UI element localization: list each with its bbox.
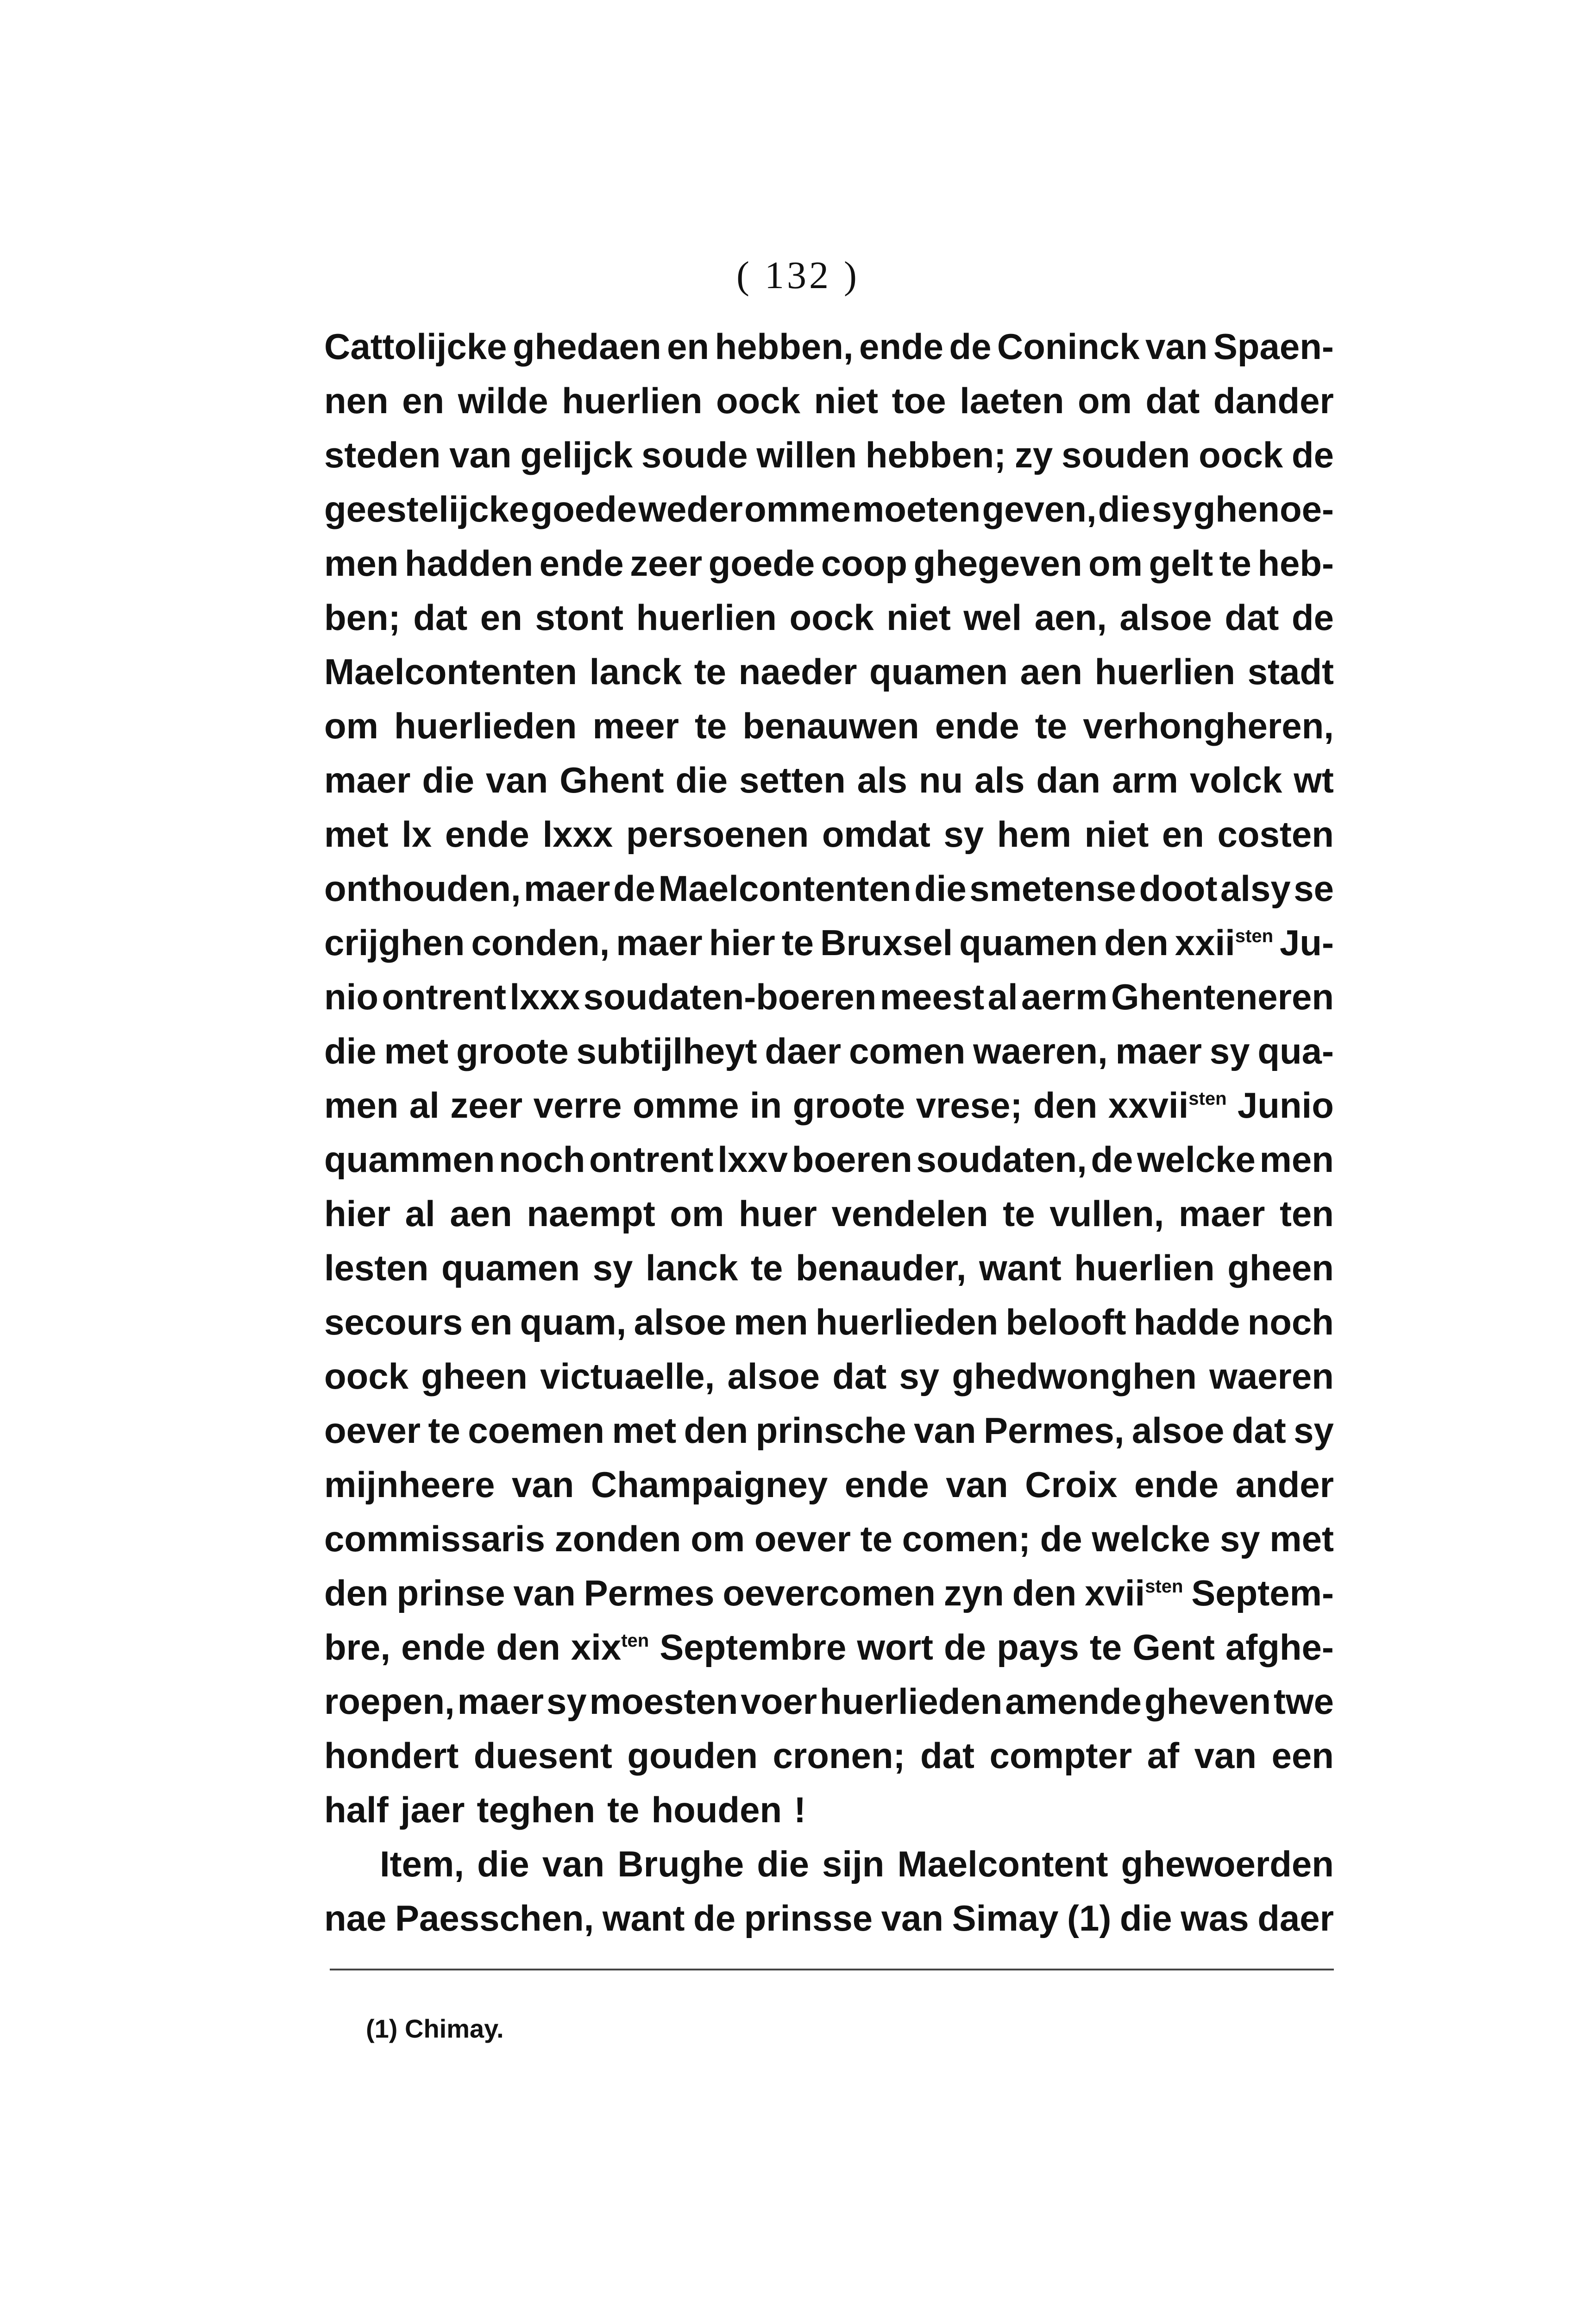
text-line: Cattolijcke ghedaen en hebben, ende de Coninck van Spaen- (324, 326, 1334, 367)
text-line: oever te coemen met den prinsche van Permes, alsoe dat sy (324, 1410, 1334, 1451)
text-line: Item, die van Brughe die sijn Maelcontent ghewoerden (380, 1844, 1334, 1884)
text-line: nen en wilde huerlien oock niet toe laeten om dat dander (324, 380, 1334, 421)
text-line: secours en quam, alsoe men huerlieden belooft hadde noch (324, 1302, 1334, 1342)
text-line: ben; dat en stont huerlien oock niet wel aen, alsoe dat de (324, 597, 1334, 638)
text-line: men al zeer verre omme in groote vrese; den xxvii$^{sten}$ Junio (324, 1085, 1334, 1126)
text-line: den prinse van Permes oevercomen zyn den xvii$^{sten}$ Septem- (324, 1573, 1334, 1613)
text-line: bre, ende den xix$^{ten}$ Septembre wort de pays te Gent afghe- (324, 1627, 1334, 1668)
page-number: ( 132 ) (736, 254, 860, 297)
text-line: maer die van Ghent die setten als nu als dan arm volck wt (324, 760, 1334, 800)
footnote-rule (330, 1969, 1334, 1970)
text-line: met lx ende lxxx persoenen omdat sy hem niet en costen (324, 814, 1334, 855)
text-line: geestelijcke goede weder omme moeten geven, die sy ghenoe- (324, 489, 1334, 529)
text-line: quammen noch ontrent lxxv boeren soudaten, de welcke men (324, 1139, 1334, 1180)
text-line: commissaris zonden om oever te comen; de welcke sy met (324, 1518, 1334, 1559)
text-line: mijnheere van Champaigney ende van Croix ende ander (324, 1464, 1334, 1505)
text-line: roepen, maer sy moesten voer huerlieden amende gheven twe (324, 1681, 1334, 1722)
text-line: onthouden, maer de Maelcontenten die smetense doot alsy se (324, 868, 1334, 909)
text-line: steden van gelijck soude willen hebben; zy souden oock de (324, 434, 1334, 475)
footnote: (1) Chimay. (366, 2014, 504, 2043)
text-line: oock gheen victuaelle, alsoe dat sy ghedwonghen waeren (324, 1356, 1334, 1397)
text-line: hier al aen naempt om huer vendelen te vullen, maer ten (324, 1193, 1334, 1234)
text-line: die met groote subtijlheyt daer comen waeren, maer sy qua- (324, 1031, 1334, 1071)
text-line: nae Paesschen, want de prinsse van Simay (1) die was daer (324, 1898, 1334, 1938)
body-text (324, 320, 1334, 1945)
text-line: nio ontrent lxxx soudaten-boeren meest al aerm Ghenteneren (324, 976, 1334, 1017)
text-line: hondert duesent gouden cronen; dat compter af van een (324, 1735, 1334, 1776)
text-line: lesten quamen sy lanck te benauder, want huerlien gheen (324, 1247, 1334, 1288)
text-line: om huerlieden meer te benauwen ende te verhongheren, (324, 705, 1334, 746)
text-line: men hadden ende zeer goede coop ghegeven om gelt te heb- (324, 543, 1334, 584)
text-line: Maelcontenten lanck te naeder quamen aen huerlien stadt (324, 651, 1334, 692)
text-line: crijghen conden, maer hier te Bruxsel quamen den xxii$^{sten}$ Ju- (324, 922, 1334, 963)
text-line: half jaer teghen te houden ! (324, 1789, 806, 1830)
